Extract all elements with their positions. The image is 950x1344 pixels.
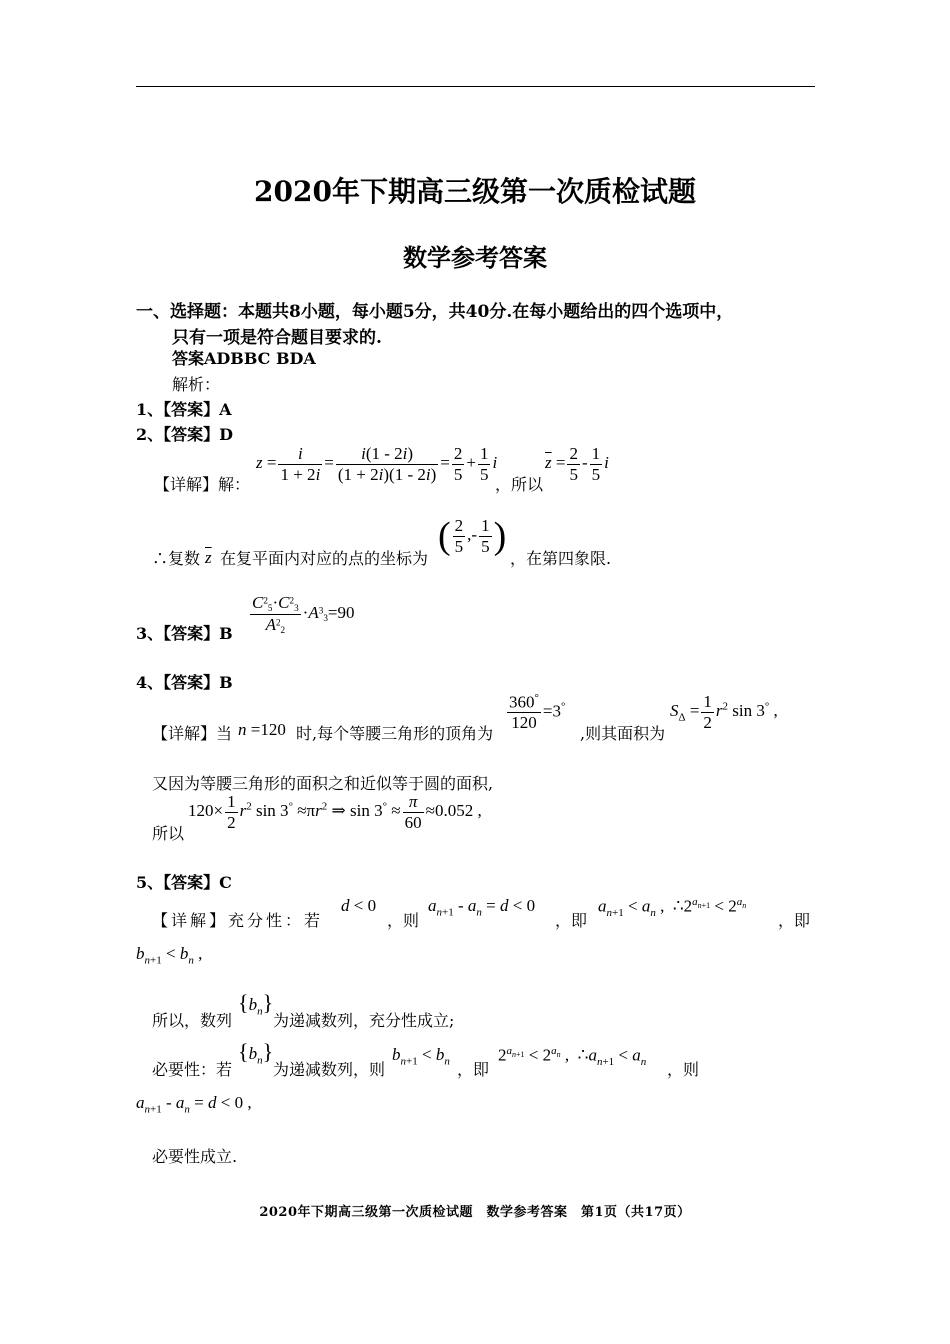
q4-area-formula: $S_\Delta$ = $\frac{1}{2}$ $r^2$ sin 3° , <box>670 692 778 732</box>
section-heading-line2: 只有一项是符合题目要求的. <box>172 328 382 348</box>
q5-ie-3: ，即 <box>457 1060 490 1079</box>
q5-nec-pow-ineq: $2^{a_{n+1}} < 2^{a_n}$ , $\therefore a_{n+1} < a_n$ <box>498 1045 647 1069</box>
q3-answer: 3、【答案】B <box>136 624 233 643</box>
q5-a-ineq: $a_{n+1} < a_n$ , $\therefore 2^{a_{n+1}} < 2^{a_n}$ <box>598 896 747 920</box>
page-title: 2020年下期高三级第一次质检试题 <box>254 175 696 208</box>
q4-n-eq: =120 <box>250 720 286 739</box>
q5-nec-mid: 为递减数列，则 <box>273 1060 386 1079</box>
q4-angle-formula: $\frac{360^\circ}{120}$ =3° <box>509 692 566 733</box>
page-footer: 2020年下期高三级第一次质检试题 数学参考答案 第1页（共17页） <box>259 1205 691 1220</box>
q5-answer: 5、【答案】C <box>136 873 232 892</box>
q2-conclusion-end: ，在第四象限. <box>510 549 612 568</box>
q2-conj-z: $\overline{z}$ <box>205 548 212 567</box>
q4-approx-formula: 120× $\frac{1}{2}$ $r^2$ $\sin 3^\circ \approx\pi r^2$ ⇒ sin 3° ≈ $\frac{\pi}{60}$ ≈0.052 , <box>188 792 482 832</box>
q5-bn-seq-1: $\{b_n\}$ <box>238 990 274 1018</box>
q5-d-neg: d < 0 <box>341 896 377 915</box>
q5-bn-seq-2: $\{b_n\}$ <box>238 1039 274 1067</box>
q5-b-ineq: $b_{n+1} < b_n$ , <box>136 944 203 967</box>
q5-suff-text: 所以，数列 <box>152 1011 233 1030</box>
q2-point-coords: ( $\frac{2}{5}$ ,- $\frac{1}{5}$ ) <box>438 515 507 558</box>
section-heading-line1: 一、选择题：本题共8小题，每小题5分，共40分.在每小题给出的四个选项中， <box>136 302 734 322</box>
q4-line3-prefix: 所以 <box>152 824 185 843</box>
top-rule <box>136 86 815 87</box>
q5-ie-1: ，即 <box>555 911 588 930</box>
q5-nec-end: 必要性成立. <box>152 1147 238 1166</box>
q4-detail-mid: 时,每个等腰三角形的顶角为 <box>296 724 494 743</box>
q4-detail-prefix: 【详解】当 <box>152 724 233 743</box>
q4-line2: 又因为等腰三角形的面积之和近似等于圆的面积, <box>152 774 494 793</box>
q5-suff-text2: 为递减数列，充分性成立; <box>273 1011 455 1030</box>
q5-nec-prefix: 必要性：若 <box>152 1060 233 1079</box>
q5-nec-diff: $a_{n+1} - a_n = d < 0$ , <box>136 1093 252 1116</box>
q2-so: ，所以 <box>495 475 544 494</box>
answer-list: 答案ADBBC BDA <box>172 349 316 368</box>
q5-then: ，则 <box>387 911 420 930</box>
q2-answer: 2、【答案】D <box>136 425 234 444</box>
q2-conclusion-prefix: ∴复数 <box>152 549 201 568</box>
q2-formula-z: z = $\frac{i}{1 + 2i}$ = $\frac{i(1 - 2i)}{(1 + 2i)(1 - 2i)}$ = $\frac{2}{5}$ + $\frac{1}{5}$ i <box>256 444 498 484</box>
analysis-label: 解析： <box>172 375 221 394</box>
q3-result: =90 <box>327 603 355 623</box>
q3-formula: $\frac{C^2_5\cdot C^2_3}{A^2_2}$ $\cdot A^3_3=90$ <box>252 593 355 635</box>
q4-answer: 4、【答案】B <box>136 673 233 692</box>
q5-diff-formula: $a_{n+1} - a_n = d < 0$ <box>428 896 536 919</box>
page-subtitle: 数学参考答案 <box>403 243 547 272</box>
q4-area-text: ,则其面积为 <box>580 724 666 743</box>
q1-answer: 1、【答案】A <box>136 400 232 419</box>
q2-formula-conj: $\overline{z}$ = $\frac{2}{5}$ - $\frac{1}{5}$ i <box>545 444 609 484</box>
q2-detail-prefix: 【详解】解： <box>154 475 251 494</box>
q2-conclusion-mid: 在复平面内对应的点的坐标为 <box>220 549 429 568</box>
q5-nec-b-ineq: $b_{n+1} < b_n$ <box>392 1045 450 1068</box>
q5-then-2: ，则 <box>667 1060 700 1079</box>
q4-n-value: n =120 <box>238 720 286 739</box>
q5-ie-2: ，即 <box>778 911 811 930</box>
q5-line1-prefix: 【详解】充分性：若 <box>152 911 324 930</box>
q4-approx-value: 0.052 <box>434 800 474 820</box>
